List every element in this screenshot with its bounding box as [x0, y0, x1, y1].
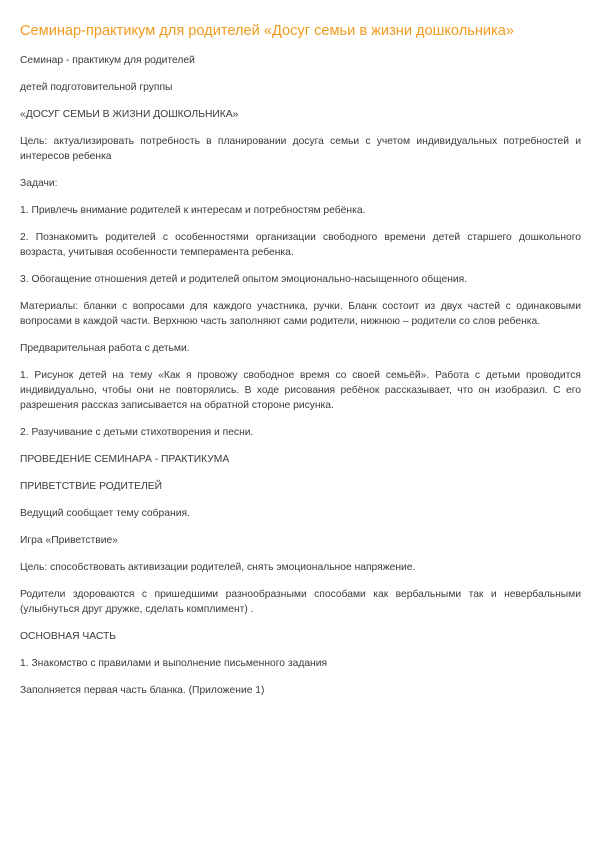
paragraph-goal: Цель: актуализировать потребность в планировании досуга семьи с учетом индивидуальных потребностей и интересов ребенка — [20, 136, 581, 162]
paragraph-host-announces: Ведущий сообщает тему собрания. — [20, 508, 190, 519]
paragraph-prep-1: 1. Рисунок детей на тему «Как я провожу свободное время со своей семьёй». Работа с детьми проводится индивидуально, чтобы они не повторялись. В ходе рисования ребёнок рассказывает, что он изобразил. С его разрешения рассказ записывается на обратной стороне рисунка. — [20, 370, 581, 411]
paragraph-prep-2: 2. Разучивание с детьми стихотворения и песни. — [20, 427, 254, 438]
paragraph-section-greeting: ПРИВЕТСТВИЕ РОДИТЕЛЕЙ — [20, 481, 163, 492]
paragraph-main-1: 1. Знакомство с правилами и выполнение письменного задания — [20, 658, 328, 669]
paragraph-group-label: детей подготовительной группы — [20, 82, 173, 93]
paragraph-section-conduct: ПРОВЕДЕНИЕ СЕМИНАРА - ПРАКТИКУМА — [20, 454, 230, 465]
paragraph-prep-heading: Предварительная работа с детьми. — [20, 343, 190, 354]
paragraph-game-goal: Цель: способствовать активизации родителей, снять эмоциональное напряжение. — [20, 562, 416, 573]
paragraph-tasks-heading: Задачи: — [20, 178, 58, 189]
document-title: Семинар-практикум для родителей «Досуг семьи в жизни дошкольника» — [20, 23, 514, 39]
paragraph-topic-heading: «ДОСУГ СЕМЬИ В ЖИЗНИ ДОШКОЛЬНИКА» — [20, 109, 239, 120]
paragraph-task-1: 1. Привлечь внимание родителей к интересам и потребностям ребёнка. — [20, 205, 366, 216]
paragraph-main-form: Заполняется первая часть бланка. (Приложение 1) — [20, 685, 265, 696]
paragraph-game-title: Игра «Приветствие» — [20, 535, 118, 546]
paragraph-task-3: 3. Обогащение отношения детей и родителей опытом эмоционально-насыщенного общения. — [20, 274, 468, 285]
paragraph-seminar-label: Семинар - практикум для родителей — [20, 55, 195, 66]
document-page — [20, 22, 581, 710]
paragraph-game-description: Родители здороваются с пришедшими разнообразными способами как вербальными так и невербальными (улыбнуться друг дружке, сделать комплимент) . — [20, 589, 581, 615]
paragraph-section-main: ОСНОВНАЯ ЧАСТЬ — [20, 631, 117, 642]
paragraph-task-2: 2. Познакомить родителей с особенностями организации свободного времени детей старшего дошкольного возраста, учитывая особенности темперамента ребенка. — [20, 232, 581, 258]
paragraph-materials: Материалы: бланки с вопросами для каждого участника, ручки. Бланк состоит из двух частей с одинаковыми вопросами в каждой части. Верхнюю часть заполняют сами родители, нижнюю – родители со слов ребенка. — [20, 301, 581, 327]
